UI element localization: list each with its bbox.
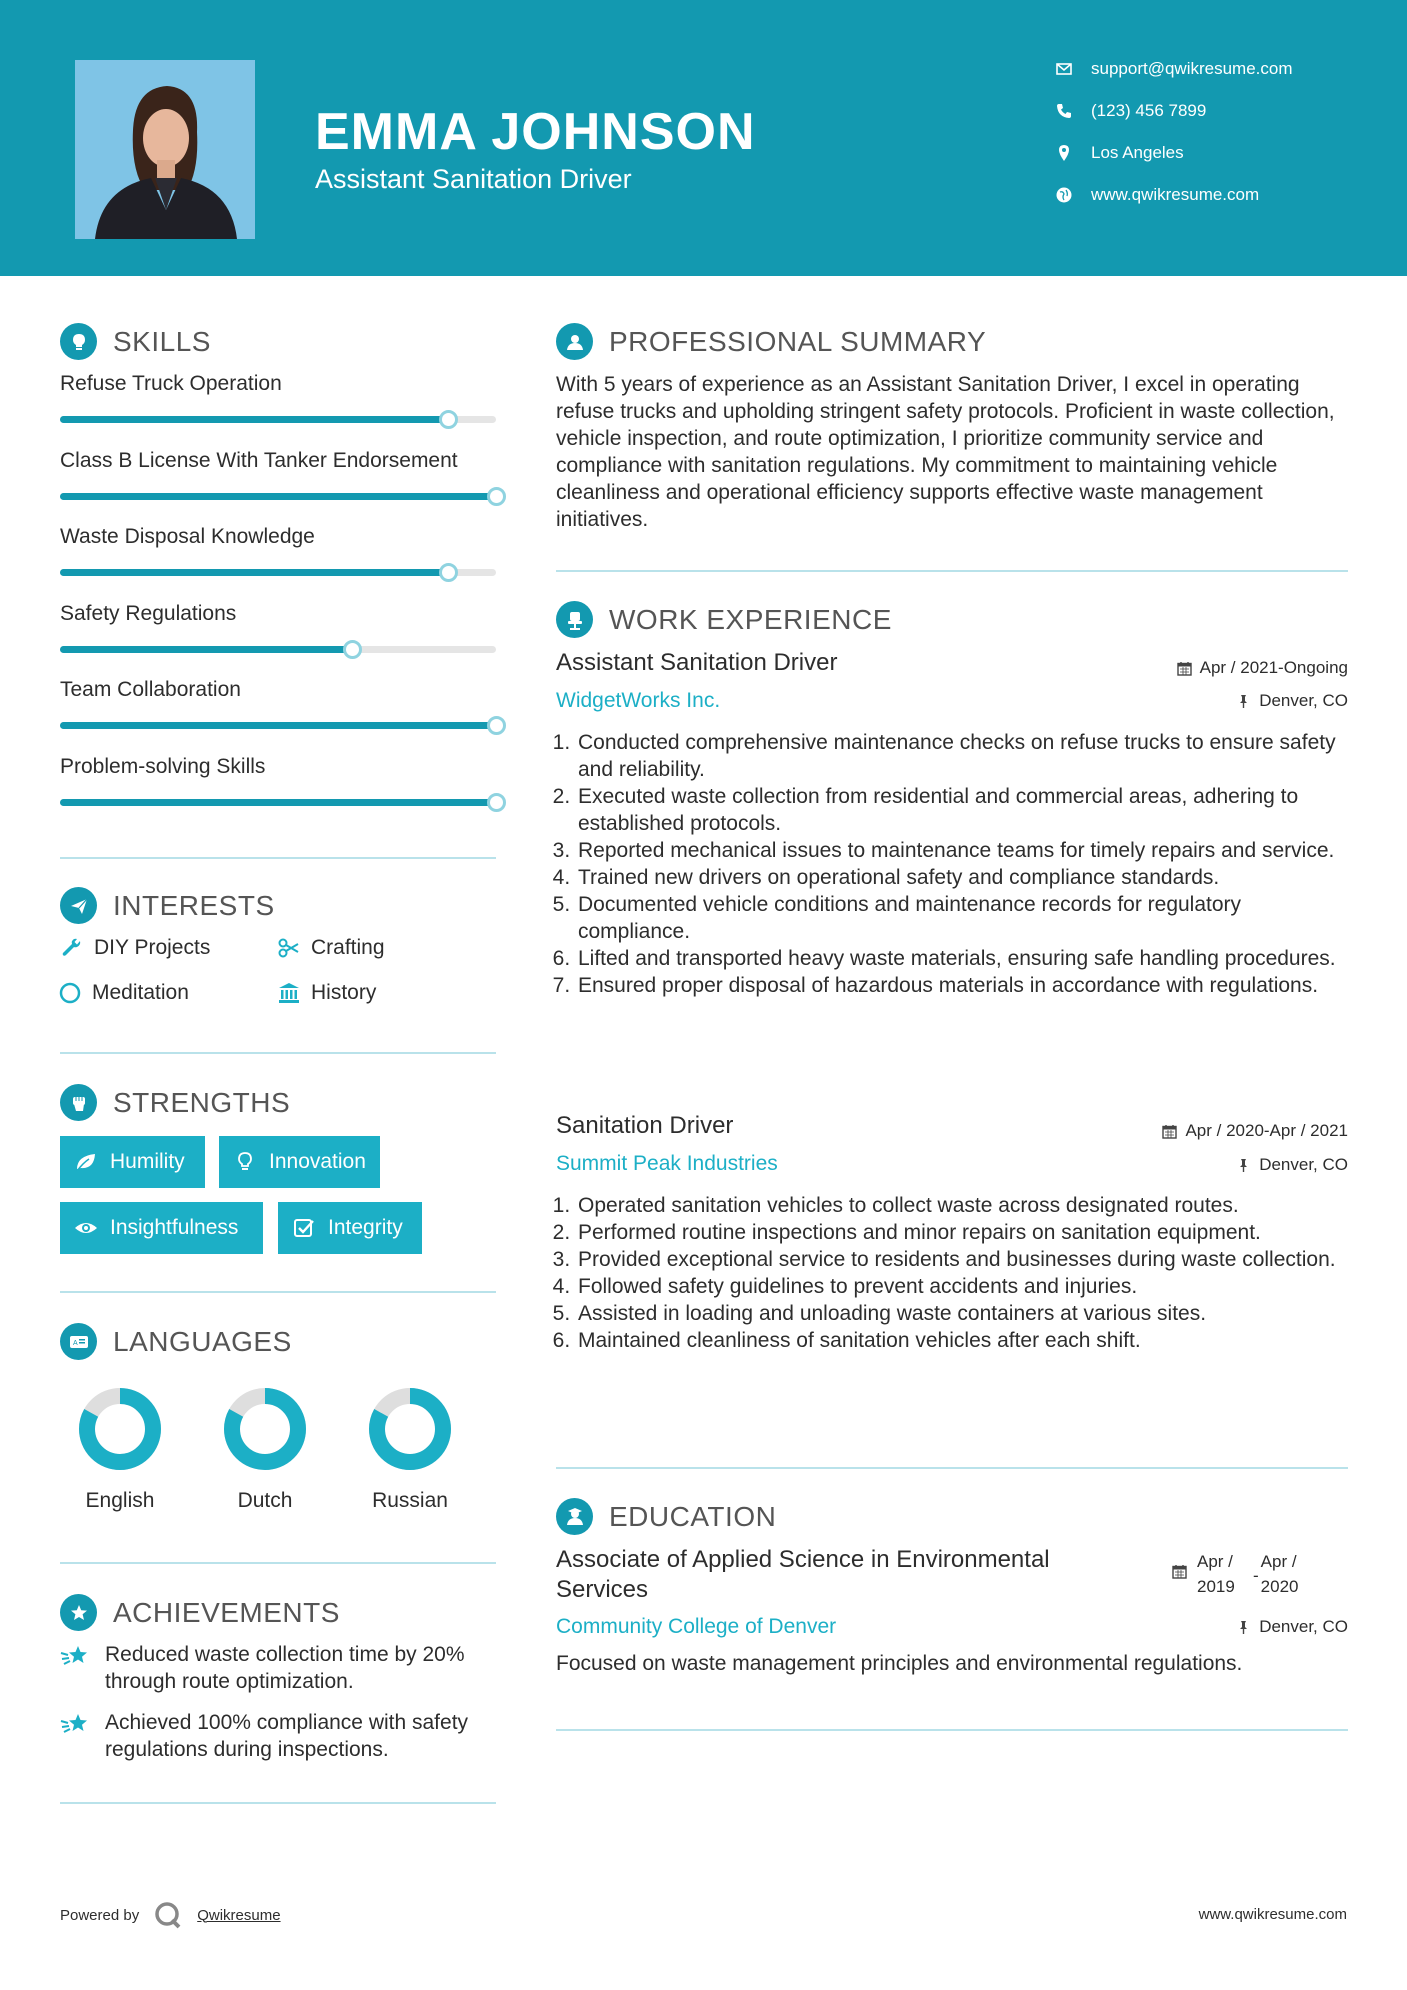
office-chair-icon <box>564 609 586 631</box>
job-dates-text: Apr / 2021-Ongoing <box>1199 658 1348 677</box>
interest-item <box>277 936 385 960</box>
job-title: Assistant Sanitation Driver <box>556 649 838 676</box>
wrench-icon <box>60 936 84 960</box>
strength-badge <box>278 1202 422 1254</box>
skill-bar-knob <box>343 640 362 659</box>
skill-bar-fill <box>60 569 448 576</box>
scissors-icon <box>277 936 301 960</box>
pushpin-icon <box>1236 1620 1251 1635</box>
globe-icon <box>1055 186 1073 204</box>
job-dates <box>1177 658 1348 678</box>
education-date-end: Apr / 2020 <box>1260 1552 1299 1596</box>
interest-label: Meditation <box>92 981 189 1004</box>
museum-icon <box>277 981 301 1005</box>
strength-label: Humility <box>110 1150 185 1173</box>
summary-text: With 5 years of experience as an Assistant Sanitation Driver, I excel in operating refuse trucks and upholding stringent safety protocols. Proficient in waste collection, vehicle inspection, and route optimization, I prioritize community service and compliance with sanitation regulations. My commitment to maintaining vehicle cleanliness and operational efficiency supports effective waste management initiatives. <box>556 373 1335 531</box>
section-divider <box>556 570 1348 572</box>
skill-bar-fill <box>60 722 496 729</box>
job-duty-item: 3. Provided exceptional service to residents and businesses during waste collection. <box>576 1246 1356 1273</box>
experience-title: WORK EXPERIENCE <box>609 603 892 635</box>
lightbulb-icon <box>68 331 90 353</box>
education-date-start: Apr / 2019 <box>1197 1552 1235 1596</box>
job-duty-item: 5. Assisted in loading and unloading waste containers at various sites. <box>576 1300 1356 1327</box>
skills-section-header <box>60 323 211 360</box>
skill-bar-fill <box>60 799 496 806</box>
interest-label: Crafting <box>311 936 385 959</box>
achievement-item <box>60 1641 510 1695</box>
contact-location-text: Los Angeles <box>1091 143 1184 162</box>
circle-icon <box>58 981 82 1005</box>
interest-item <box>58 981 189 1005</box>
leaf-icon <box>74 1151 98 1173</box>
skills-title: SKILLS <box>113 325 211 357</box>
language-name: English <box>85 1489 155 1512</box>
education-title: EDUCATION <box>609 1500 777 1532</box>
education-location <box>1236 1617 1348 1637</box>
section-divider <box>60 1562 496 1564</box>
strength-label: Insightfulness <box>110 1216 239 1239</box>
powered-by-text: Powered by <box>60 1906 140 1924</box>
language-name: Dutch <box>237 1489 293 1512</box>
skill-bar <box>60 569 496 576</box>
interest-label: History <box>311 981 377 1004</box>
education-dates <box>1172 1549 1311 1599</box>
strength-badge <box>60 1202 263 1254</box>
shooting-star-icon <box>60 1711 90 1737</box>
contact-email[interactable] <box>1055 59 1293 79</box>
job-location-text: Denver, CO <box>1259 1155 1348 1174</box>
job-duty-item: 1. Conducted comprehensive maintenance checks on refuse trucks to ensure safety and reliability. <box>576 729 1356 783</box>
candidate-name: EMMA JOHNSON <box>315 103 756 161</box>
skill-bar <box>60 416 496 423</box>
job-location-text: Denver, CO <box>1259 691 1348 710</box>
calendar-icon <box>1177 661 1192 676</box>
skill-bar <box>60 722 496 729</box>
achievements-section-header <box>60 1594 340 1631</box>
strengths-section-header <box>60 1084 290 1121</box>
strength-label: Innovation <box>269 1150 366 1173</box>
job-duty-item: 7. Ensured proper disposal of hazardous materials in accordance with regulations. <box>576 972 1356 999</box>
achievement-text: Achieved 100% compliance with safety regulations during inspections. <box>105 1711 469 1761</box>
job-duty-item: 4. Trained new drivers on operational safety and compliance standards. <box>576 864 1356 891</box>
languages-section-header <box>60 1323 292 1360</box>
section-divider <box>60 857 496 859</box>
job-duty-item: 6. Lifted and transported heavy waste materials, ensuring safe handling procedures. <box>576 945 1356 972</box>
job-duty-item: 6. Maintained cleanliness of sanitation vehicles after each shift. <box>576 1327 1356 1354</box>
contact-email-text: support@qwikresume.com <box>1091 59 1293 78</box>
contact-location <box>1055 143 1184 163</box>
strength-label: Integrity <box>328 1216 403 1239</box>
qwikresume-link[interactable]: Qwikresume <box>197 1906 281 1924</box>
job-duty-item: 2. Executed waste collection from residential and commercial areas, adhering to established protocols. <box>576 783 1356 837</box>
skill-name: Class B License With Tanker Endorsement <box>60 448 458 472</box>
job-title: Sanitation Driver <box>556 1112 734 1139</box>
language-level-ring <box>78 1387 162 1471</box>
student-icon <box>564 1506 586 1528</box>
interests-title: INTERESTS <box>113 889 275 921</box>
contact-website[interactable] <box>1055 185 1259 205</box>
job-dates-text: Apr / 2020-Apr / 2021 <box>1185 1121 1348 1140</box>
interest-label: DIY Projects <box>94 936 211 959</box>
pushpin-icon <box>1236 694 1251 709</box>
skill-bar <box>60 493 496 500</box>
job-duties-list <box>556 1192 1356 1354</box>
skill-name: Safety Regulations <box>60 601 237 625</box>
strength-badge <box>219 1136 380 1188</box>
footer-powered-by <box>60 1900 281 1930</box>
experience-section-header <box>556 601 892 638</box>
language-level-ring <box>223 1387 307 1471</box>
education-location-text: Denver, CO <box>1259 1617 1348 1636</box>
skill-bar <box>60 799 496 806</box>
language-icon <box>68 1331 90 1353</box>
job-location <box>1236 1155 1348 1175</box>
skill-bar <box>60 646 496 653</box>
skill-bar-knob <box>487 716 506 735</box>
skill-bar-fill <box>60 646 352 653</box>
portrait-image <box>75 60 255 239</box>
achievement-text: Reduced waste collection time by 20% through route optimization. <box>105 1643 465 1693</box>
achievement-item <box>60 1709 510 1763</box>
footer-url[interactable]: www.qwikresume.com <box>1198 1906 1347 1923</box>
degree-title: Associate of Applied Science in Environmental Services <box>556 1546 1050 1603</box>
job-duty-item: 4. Followed safety guidelines to prevent accidents and injuries. <box>576 1273 1356 1300</box>
language-name: Russian <box>372 1489 448 1512</box>
section-divider <box>556 1467 1348 1469</box>
achievements-title: ACHIEVEMENTS <box>113 1596 340 1628</box>
profile-photo <box>75 60 255 239</box>
skill-name: Refuse Truck Operation <box>60 372 282 395</box>
skill-bar-knob <box>487 487 506 506</box>
skill-bar-knob <box>487 793 506 812</box>
skill-bar-fill <box>60 493 496 500</box>
summary-section-header <box>556 323 986 360</box>
contact-website-text: www.qwikresume.com <box>1091 185 1260 204</box>
envelope-icon <box>1055 60 1073 78</box>
svg-text:A: A <box>72 1339 78 1347</box>
resume-header <box>0 0 1407 276</box>
paper-plane-icon <box>68 895 90 917</box>
interest-item <box>60 936 210 960</box>
job-duty-item: 5. Documented vehicle conditions and maintenance records for regulatory compliance. <box>576 891 1356 945</box>
calendar-icon <box>1162 1124 1177 1139</box>
job-duties-list <box>556 729 1356 999</box>
summary-title: PROFESSIONAL SUMMARY <box>609 325 987 357</box>
company-name: WidgetWorks Inc. <box>556 689 721 712</box>
school-name: Community College of Denver <box>556 1615 837 1638</box>
skill-name: Waste Disposal Knowledge <box>60 525 315 548</box>
calendar-icon <box>1172 1564 1187 1579</box>
star-badge-icon <box>68 1602 90 1624</box>
skill-bar-knob <box>439 563 458 582</box>
contact-phone[interactable] <box>1055 101 1206 121</box>
strengths-title: STRENGTHS <box>113 1086 291 1118</box>
candidate-role: Assistant Sanitation Driver <box>315 164 632 194</box>
section-divider <box>60 1291 496 1293</box>
job-dates <box>1162 1121 1348 1141</box>
interest-item <box>277 981 376 1005</box>
contact-phone-text: (123) 456 7899 <box>1091 101 1207 120</box>
section-divider <box>60 1802 496 1804</box>
skill-bar-knob <box>439 410 458 429</box>
strength-badge <box>60 1136 205 1188</box>
skill-name: Team Collaboration <box>60 678 241 701</box>
job-location <box>1236 691 1348 711</box>
eye-icon <box>74 1217 98 1239</box>
phone-icon <box>1055 102 1073 120</box>
fist-icon <box>68 1092 90 1114</box>
date-separator: - <box>1253 1566 1259 1585</box>
shooting-star-icon <box>60 1643 90 1669</box>
language-level-ring <box>368 1387 452 1471</box>
job-duty-item: 1. Operated sanitation vehicles to collect waste across designated routes. <box>576 1192 1356 1219</box>
section-divider <box>60 1052 496 1054</box>
interests-section-header <box>60 887 275 924</box>
checkbox-icon <box>292 1217 316 1239</box>
education-description: Focused on waste management principles and environmental regulations. <box>556 1652 1243 1675</box>
skill-name: Problem-solving Skills <box>60 754 266 778</box>
languages-title: LANGUAGES <box>113 1325 292 1357</box>
qwikresume-logo-icon <box>153 1900 183 1930</box>
user-icon <box>564 331 586 353</box>
company-name: Summit Peak Industries <box>556 1152 778 1175</box>
education-section-header <box>556 1498 776 1535</box>
map-pin-icon <box>1055 144 1073 162</box>
pushpin-icon <box>1236 1158 1251 1173</box>
lightbulb-icon <box>233 1151 257 1173</box>
skill-bar-fill <box>60 416 448 423</box>
job-duty-item: 3. Reported mechanical issues to maintenance teams for timely repairs and service. <box>576 837 1356 864</box>
job-duty-item: 2. Performed routine inspections and minor repairs on sanitation equipment. <box>576 1219 1356 1246</box>
section-divider <box>556 1729 1348 1731</box>
